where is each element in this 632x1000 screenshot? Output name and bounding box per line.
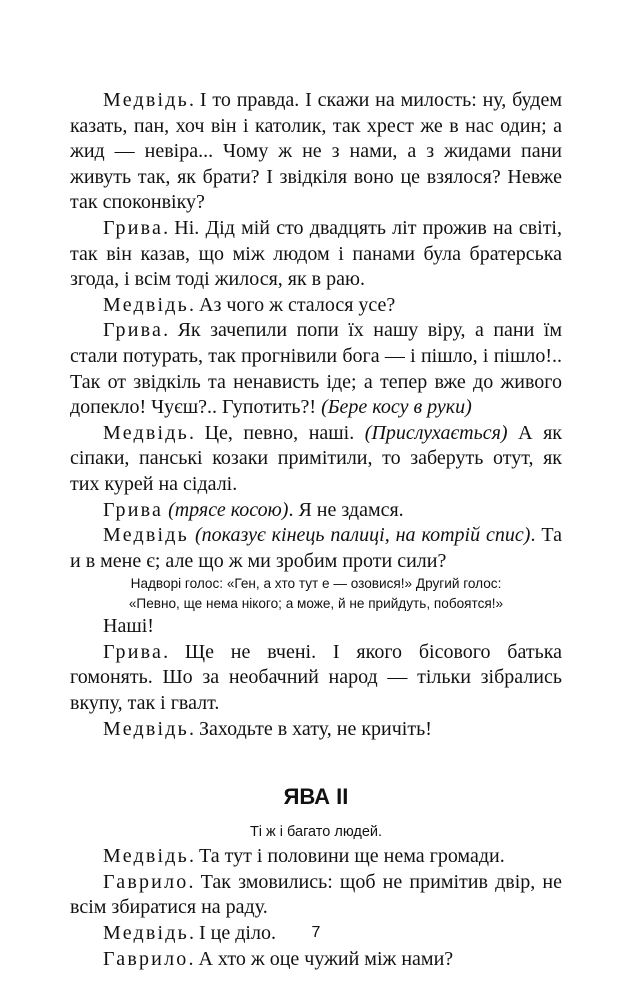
speaker-separator: . — [189, 293, 200, 316]
dialogue-paragraph — [70, 293, 562, 319]
dialogue-paragraph — [70, 88, 562, 216]
speaker-separator: . — [189, 922, 200, 945]
speaker-name: Гаврило — [103, 870, 189, 893]
speaker-name: Медвідь — [103, 89, 190, 111]
speech-text: Заходьте в хату, не кричіть! — [199, 717, 432, 740]
speaker-name: Медвідь — [103, 845, 190, 868]
speaker-separator: . — [189, 717, 200, 740]
stage-direction: (Прислухається) — [364, 421, 508, 444]
speaker-name: Грива — [103, 319, 164, 342]
dialogue-block-1 — [70, 88, 562, 574]
dialogue-paragraph — [70, 523, 562, 574]
speech-text: Це, певно, наші. — [204, 421, 365, 444]
dialogue-block-2 — [70, 614, 562, 742]
speech-text: І це діло. — [199, 922, 276, 945]
dialogue-paragraph — [70, 421, 562, 498]
speaker-separator: . — [189, 421, 205, 444]
text-block — [70, 88, 562, 972]
speaker-separator: . — [189, 845, 200, 868]
speaker-name: Гаврило — [103, 947, 189, 970]
speech-text: . Я не здамся. — [288, 498, 404, 521]
dialogue-paragraph — [70, 318, 562, 420]
speech-text: Як зачепили попи їх нашу віру, а пани їм стали потурать, так прогнівили бога — і пішло, і пішло!.. Так от звідкіль та ненависть іде; а тепер вже до живого допекло! Чуєш?.. Гупотить?! — [70, 319, 563, 419]
speaker-separator: . — [188, 870, 201, 893]
speaker-separator: . — [163, 216, 175, 239]
dialogue-paragraph — [70, 614, 562, 640]
speech-text: Ні. Дід мій сто двадцять літ прожив на світі, так він казав, що між людом і панами була братерська згода, і всім тоді жилося, як в раю. — [70, 216, 562, 291]
speaker-separator: . — [189, 89, 200, 111]
speaker-name: Медвідь — [103, 922, 190, 945]
dialogue-block-3 — [70, 844, 562, 972]
speaker-separator: . — [188, 947, 199, 970]
speech-text: Та тут і половини ще нема громади. — [199, 845, 505, 868]
speech-text: Так змовились: щоб не примітив двір, не всім збиратися на раду. — [70, 870, 563, 919]
dialogue-paragraph — [70, 498, 562, 524]
dialogue-paragraph — [70, 844, 562, 870]
dialogue-paragraph — [70, 717, 562, 743]
scene-note: Ті ж і багато людей. — [249, 824, 383, 841]
speaker-name: Грива — [103, 640, 164, 663]
speaker-separator: . — [163, 640, 185, 663]
speech-text: Ще не вчені. І якого бісового батька гомонять. Шо за необачний народ — тільки зібрались вкупу, так і гвалт. — [70, 640, 562, 715]
speech-text: . Та и в мене є; але що ж ми зробим проти сили? — [70, 524, 562, 572]
speaker-name: Медвідь — [103, 421, 190, 444]
speech-text: А хто ж оце чужий між нами? — [198, 947, 454, 970]
stage-direction: (показує кінець палиці, на котрій спис) — [194, 524, 531, 547]
speaker-name: Медвідь — [103, 717, 190, 740]
scene-heading: ЯВА II — [283, 784, 349, 810]
speech-text: А як сіпаки, панські козаки примітили, то заберуть отут, як тих курей на сідалі. — [70, 421, 562, 495]
stage-note — [70, 574, 562, 614]
speaker-name: Грива — [103, 498, 164, 521]
speaker-separator: . — [163, 319, 178, 342]
stage-direction: (трясе косою) — [168, 498, 289, 521]
dialogue-paragraph — [70, 640, 562, 717]
speech-text: Аз чого ж сталося усе? — [199, 293, 396, 316]
stage-note-line: Надворі голос: «Ген, а хто тут е — озовися!» Другий голос: — [130, 576, 502, 592]
speaker-name: Медвідь — [103, 524, 190, 547]
stage-direction: (Бере косу в руки) — [321, 396, 472, 419]
speech-text: Наші! — [103, 615, 154, 638]
dialogue-paragraph — [70, 216, 562, 293]
stage-note-line: «Певно, ще нема нікого; а може, й не прийдуть, побоятся!» — [128, 596, 504, 612]
dialogue-paragraph — [70, 947, 562, 973]
speaker-name: Медвідь — [103, 293, 190, 316]
dialogue-paragraph — [70, 870, 562, 921]
speaker-name: Грива — [103, 216, 164, 239]
speech-text: І то правда. І скажи на милость: ну, будем казать, пан, хоч він і католик, так хрест же в нас один; а жид — невіра... Чому ж не з нами, а з жидами пани живуть так, як брати? І звідкіля воно це взялося? Невже так споконвіку? — [70, 89, 563, 214]
page-number: 7 — [311, 924, 321, 941]
